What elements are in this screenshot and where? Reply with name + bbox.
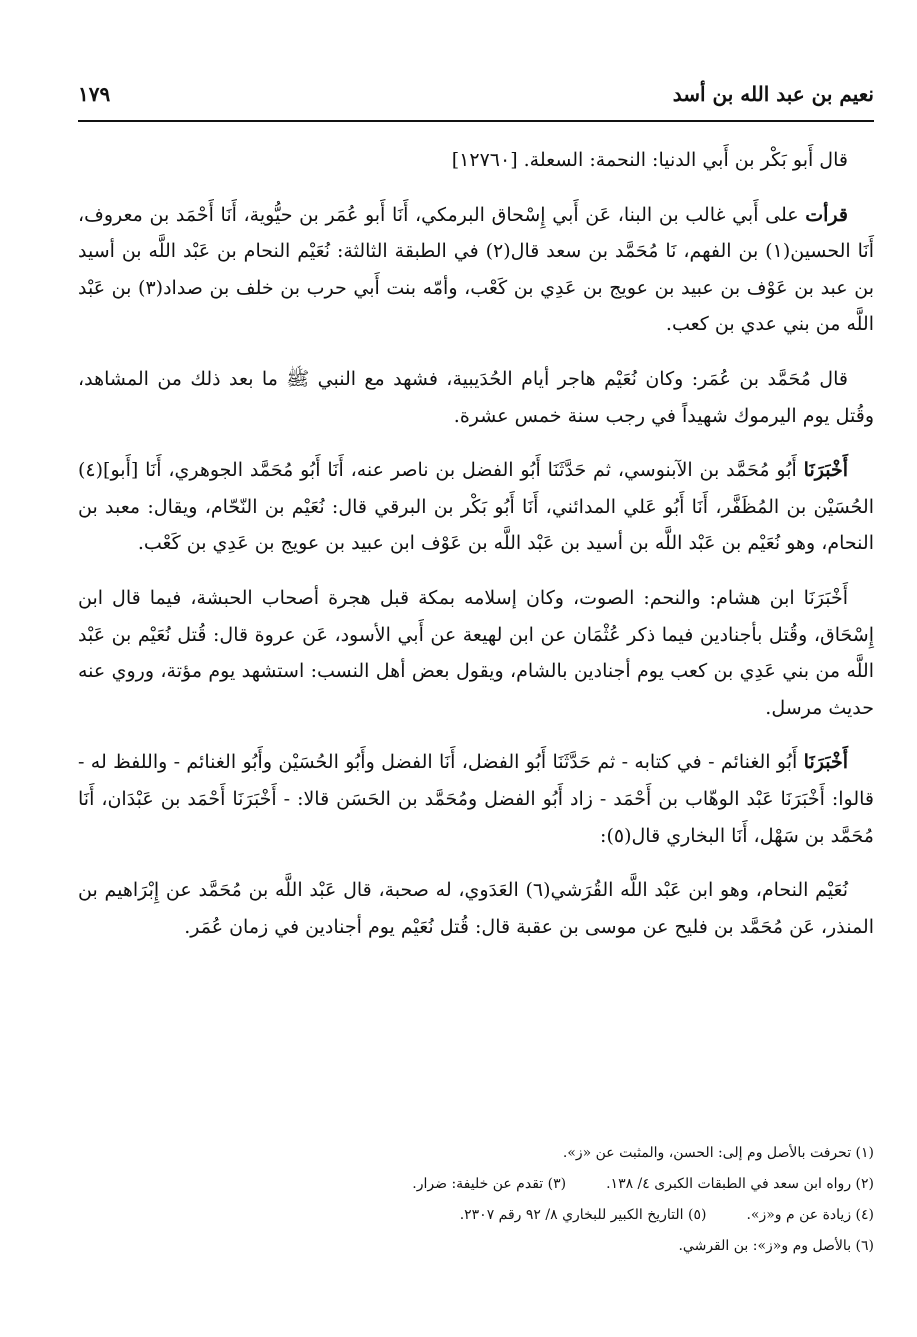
header-rule [78,120,874,122]
paragraph: أَخْبَرَنَا أَبُو الغنائم - في كتابه - ثم حَدَّثَنَا أَبُو الفضل، أَنَا الفضل وأَبُو الحُسَيْن وأَبُو الغنائم - واللفظ له - قالوا: أَخْبَرَنَا عَبْد الوهّاب بن أَحْمَد - زاد أَبُو الفضل ومُحَمَّد بن الحَسَن قالا: - أَخْبَرَنَا أَحْمَد بن عَبْدَان، أَنَا مُحَمَّد بن سَهْل، أَنَا البخاري قال(٥): [78,751,874,847]
lead-word: أَخْبَرَنَا [803,751,848,774]
paragraph: أَخْبَرَنَا أَبُو مُحَمَّد بن الآبنوسي، ثم حَدَّثَنَا أَبُو الفضل بن ناصر عنه، أَنَا أَبُو مُحَمَّد الجوهري، أَنَا [أَبو](٤) الحُسَيْن بن المُظَفَّر، أَنَا أَبُو عَلي المدائني، أَنَا أَبُو بَكْر بن البرقي قال: نُعَيْم بن النّحّام، ويقال: معبد بن النحام، وهو نُعَيْم بن عَبْد اللَّه بن أسيد بن عَبْد اللَّه بن عَوْف ابن عبيد بن عويج بن عَدِي بن كَعْب. [78,459,874,555]
lead-word: قرأت [805,203,848,226]
footnote-row [78,1138,874,1169]
page-number: ١٧٩ [78,82,111,106]
paragraph: قرأت على أَبي غالب بن البنا، عَن أَبي إِسْحاق البرمكي، أَنَا أَبو عُمَر بن حيُّوية، أَنَا أَحْمَد بن معروف، أَنَا الحسين(١) بن الفهم، نَا مُحَمَّد بن سعد قال(٢) في الطبقة الثالثة: نُعَيْم النحام بن عَبْد اللَّه بن أسيد بن عبد بن عَوْف بن عبيد بن عويج بن عَدِي بن كَعْب، وأمّه بنت أَبي حرب بن خلف بن صداد(٣) بن عَبْد اللَّه من بني عدي بن كعب. [78,203,874,336]
footnote: (١) تحرفت بالأصل وم إلى: الحسن، والمثبت عن «ز». [562,1145,874,1161]
lead-word: أَخْبَرَنَا [803,459,848,482]
footnote-row [78,1169,874,1200]
footnote: (٣) تقدم عن خليفة: ضرار. [412,1176,567,1192]
footnote: (٤) زيادة عن م و«ز». [746,1207,874,1223]
paragraph: نُعَيْم النحام، وهو ابن عَبْد اللَّه القُرَشي(٦) العَدَوي، له صحبة، قال عَبْد اللَّه بن مُحَمَّد عن إِبْرَاهيم بن المنذر، عَن مُحَمَّد بن فليح عن موسى بن عقبة قال: قُتل نُعَيْم يوم أجنادين في زمان عُمَر. [78,879,874,938]
footnote: (٥) التاريخ الكبير للبخاري ٨/ ٩٢ رقم ٢٣٠٧. [459,1207,707,1223]
footnote: (٦) بالأصل وم و«ز»: بن القرشي. [678,1238,874,1254]
footnote-row [78,1231,874,1262]
paragraph: قال مُحَمَّد بن عُمَر: وكان نُعَيْم هاجر أيام الحُدَيبية، فشهد مع النبي ﷺ ما بعد ذلك من المشاهد، وقُتل يوم اليرموك شهيداً في رجب سنة خمس عشرة. [78,367,874,427]
footnote: (٢) رواه ابن سعد في الطبقات الكبرى ٤/ ١٣٨. [606,1176,874,1192]
book-page [78,78,874,1254]
footnotes [78,1138,874,1262]
paragraph: قال أَبو بَكْر بن أَبي الدنيا: النحمة: السعلة. [١٢٧٦٠] [451,149,848,171]
page-header [78,78,874,118]
paragraph: أَخْبَرَنَا ابن هشام: والنحم: الصوت، وكان إسلامه بمكة قبل هجرة أصحاب الحبشة، فيما قال ابن إِسْحَاق، وقُتل بأجنادين فيما ذكر عُثْمَان عن ابن لهيعة عن أَبي الأسود، عَن عروة قال: قُتل نُعَيْم بن عَبْد اللَّه من بني عَدِي بن كعب يوم أجنادين بالشام، ويقول بعض أهل النسب: استشهد يوم مؤتة، وروي عنه حديث مرسل. [78,586,874,719]
footnote-row [78,1200,874,1231]
running-title: نعيم بن عبد الله بن أسد [672,82,874,106]
main-text [78,142,874,963]
